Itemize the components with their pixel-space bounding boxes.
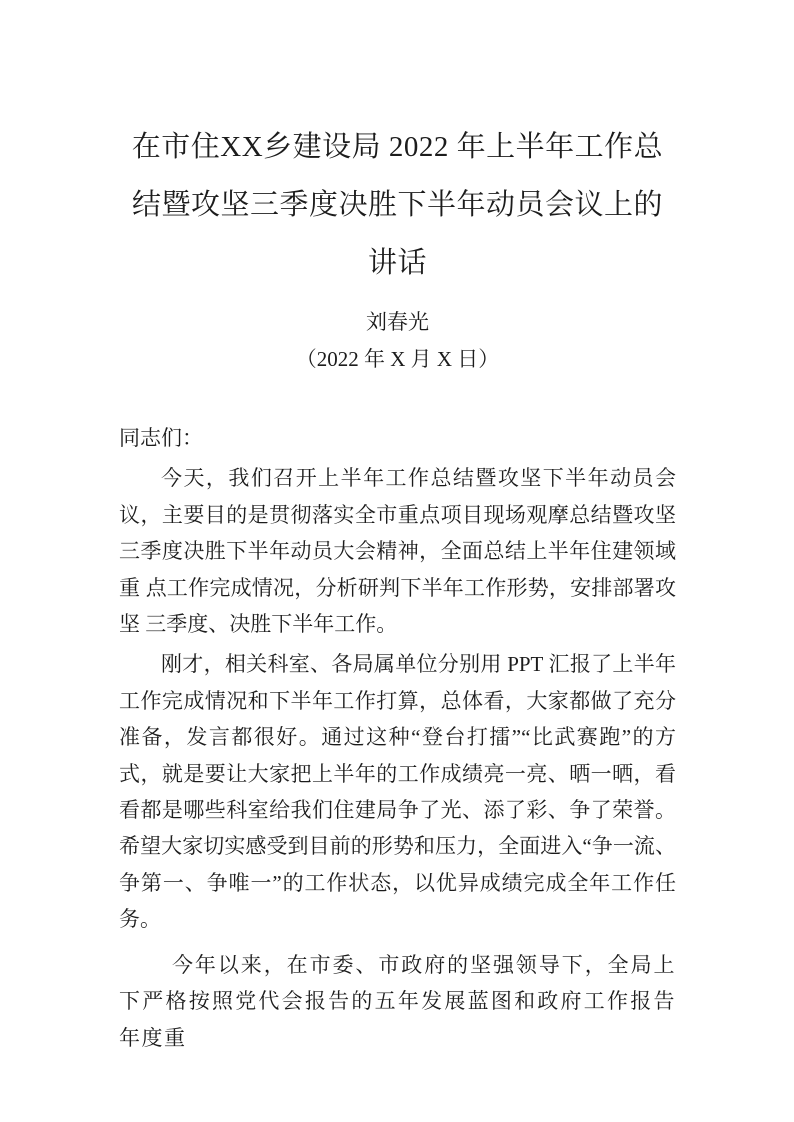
- author-name: 刘春光: [366, 310, 429, 334]
- paragraph-1: 今天，我们召开上半年工作总结暨攻坚下半年动员会议，主要目的是贯彻落实全市重点项目现场观摩总结暨攻坚三季度决胜下半年动员大会精神，全面总结上半年住建领域重 点工作完成情况，分析研判下半年工作形势，安排部署攻坚 三季度、决胜下半年工作。: [119, 466, 676, 637]
- date-line: （2022 年 X 月 X 日）: [295, 347, 500, 371]
- paragraph-2: 刚才，相关科室、各局属单位分别用 PPT 汇报了上半年工作完成情况和下半年工作打算，总体看，大家都做了充分准备，发言都很好。通过这种“登台打擂”“比武赛跑”的方式，就是要让大家把上半年的工作成绩亮一亮、晒一晒，看看都是哪些科室给我们住建局争了光、添了彩、争了荣誉。 希望大家切实感受到目前的形势和压力，全面进入“争一流、争第一、争唯一”的工作状态，以优异成绩完成全年工作任务。: [119, 652, 676, 932]
- document-body: [119, 420, 676, 1056]
- document-title: 在市住XX乡建设局 2022 年上半年工作总结暨攻坚三季度决胜下半年动员会议上的讲话: [131, 131, 664, 279]
- paragraph-3: 今年以来，在市委、市政府的坚强领导下，全局上下严格按照党代会报告的五年发展蓝图和政府工作报告年度重: [119, 952, 676, 1050]
- salutation: 同志们：: [119, 426, 203, 450]
